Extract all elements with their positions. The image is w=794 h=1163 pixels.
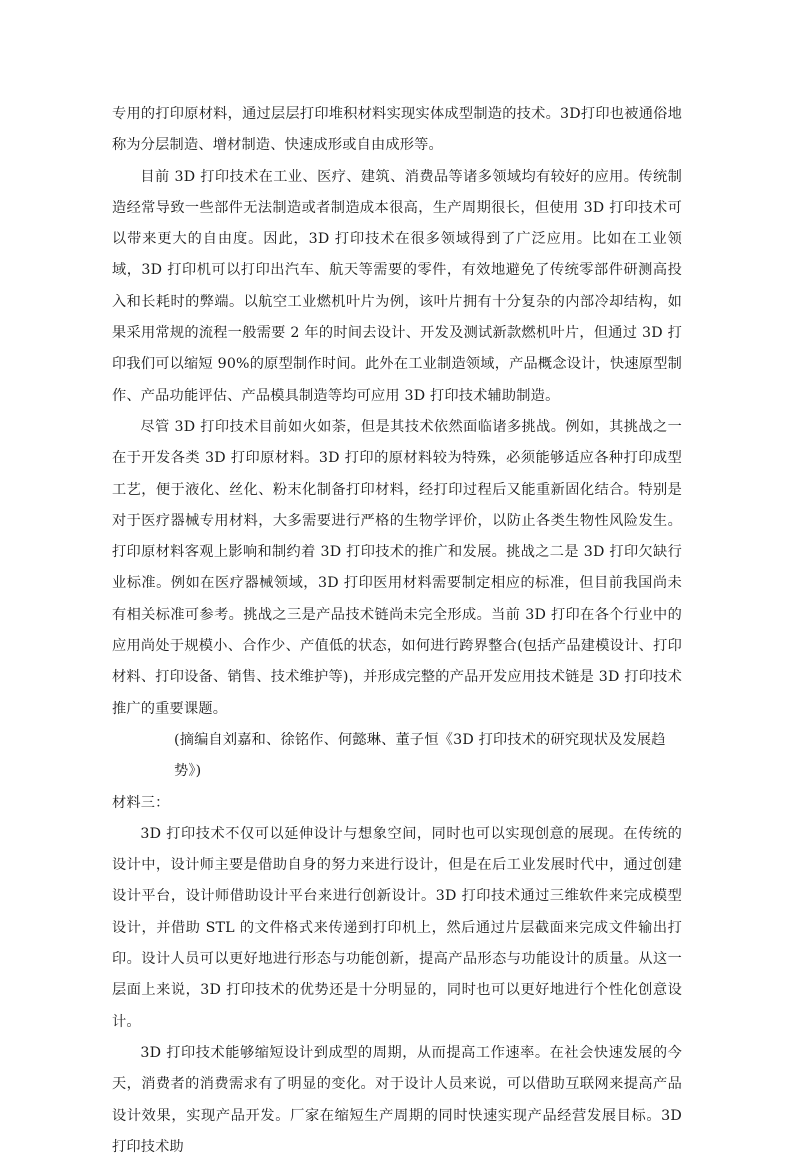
paragraph-design-space: 3D 打印技术不仅可以延伸设计与想象空间，同时也可以实现创意的展现。在传统的设计中，设计师主要是借助自身的努力来进行设计，但是在后工业发展时代中，通过创建设计平台，设计师借助设计平台来进行创新设计。3D 打印技术通过三维软件来完成模型设计，并借助 STL 的文件格式来传递到打印机上，然后通过片层截面来完成文件输出打印。设计人员可以更好地进行形态与功能创新，提高产品形态与功能设计的质量。从这一层面上来说，3D 打印技术的优势还是十分明显的，同时也可以更好地进行个性化创意设计。 bbox=[112, 825, 682, 1030]
material-three-heading: 材料三： bbox=[112, 794, 170, 811]
paragraph-continuation: 专用的打印原材料，通过层层打印堆积材料实现实体成型制造的技术。3D打印也被通俗地称为分层制造、增材制造、快速成形或自由成形等。 bbox=[112, 106, 682, 154]
source-citation: (摘编自刘嘉和、徐铭作、何懿琳、董子恒《3D 打印技术的研究现状及发展趋势》) bbox=[174, 731, 666, 780]
paragraph-applications: 目前 3D 打印技术在工业、医疗、建筑、消费品等诸多领域均有较好的应用。传统制造经常导致一些部件无法制造或者制造成本很高，生产周期很长，但使用 3D 打印技术可以带来更大的自由度。因此，3D 打印技术在很多领域得到了广泛应用。比如在工业领域，3D 打印机可以打印出汽车、航天等需要的零件，有效地避免了传统零部件研测高投入和长耗时的弊端。以航空工业燃机叶片为例，该叶片拥有十分复杂的内部冷却结构，如果采用常规的流程一般需要 2 年的时间去设计、开发及测试新款燃机叶片，但通过 3D 打印我们可以缩短 90%的原型制作时间。此外在工业制造领域，产品概念设计，快速原型制作、产品功能评估、产品模具制造等均可应用 3D 打印技术辅助制造。 bbox=[112, 168, 682, 404]
document-body bbox=[112, 99, 682, 1163]
paragraph-cycle: 3D 打印技术能够缩短设计到成型的周期，从而提高工作速率。在社会快速发展的今天，消费者的消费需求有了明显的变化。对于设计人员来说，可以借助互联网来提高产品设计效果，实现产品开发。厂家在缩短生产周期的同时快速实现产品经营发展目标。3D 打印技术助 bbox=[112, 1044, 682, 1155]
paragraph-challenges: 尽管 3D 打印技术目前如火如荼，但是其技术依然面临诸多挑战。例如，其挑战之一在于开发各类 3D 打印原材料。3D 打印的原材料较为特殊，必须能够适应各种打印成型工艺，便于液化、丝化、粉末化制备打印材料，经打印过程后又能重新固化结合。特别是对于医疗器械专用材料，大多需要进行严格的生物学评价，以防止各类生物性风险发生。打印原材料客观上影响和制约着 3D 打印技术的推广和发展。挑战之二是 3D 打印欠缺行业标准。例如在医疗器械领域，3D 打印医用材料需要制定相应的标准，但目前我国尚未有相关标准可参考。挑战之三是产品技术链尚未完全形成。当前 3D 打印在各个行业中的应用尚处于规模小、合作少、产值低的状态，如何进行跨界整合(包括产品建模设计、打印材料、打印设备、销售、技术维护等)，并形成完整的产品开发应用技术链是 3D 打印技术推广的重要课题。 bbox=[112, 418, 682, 717]
